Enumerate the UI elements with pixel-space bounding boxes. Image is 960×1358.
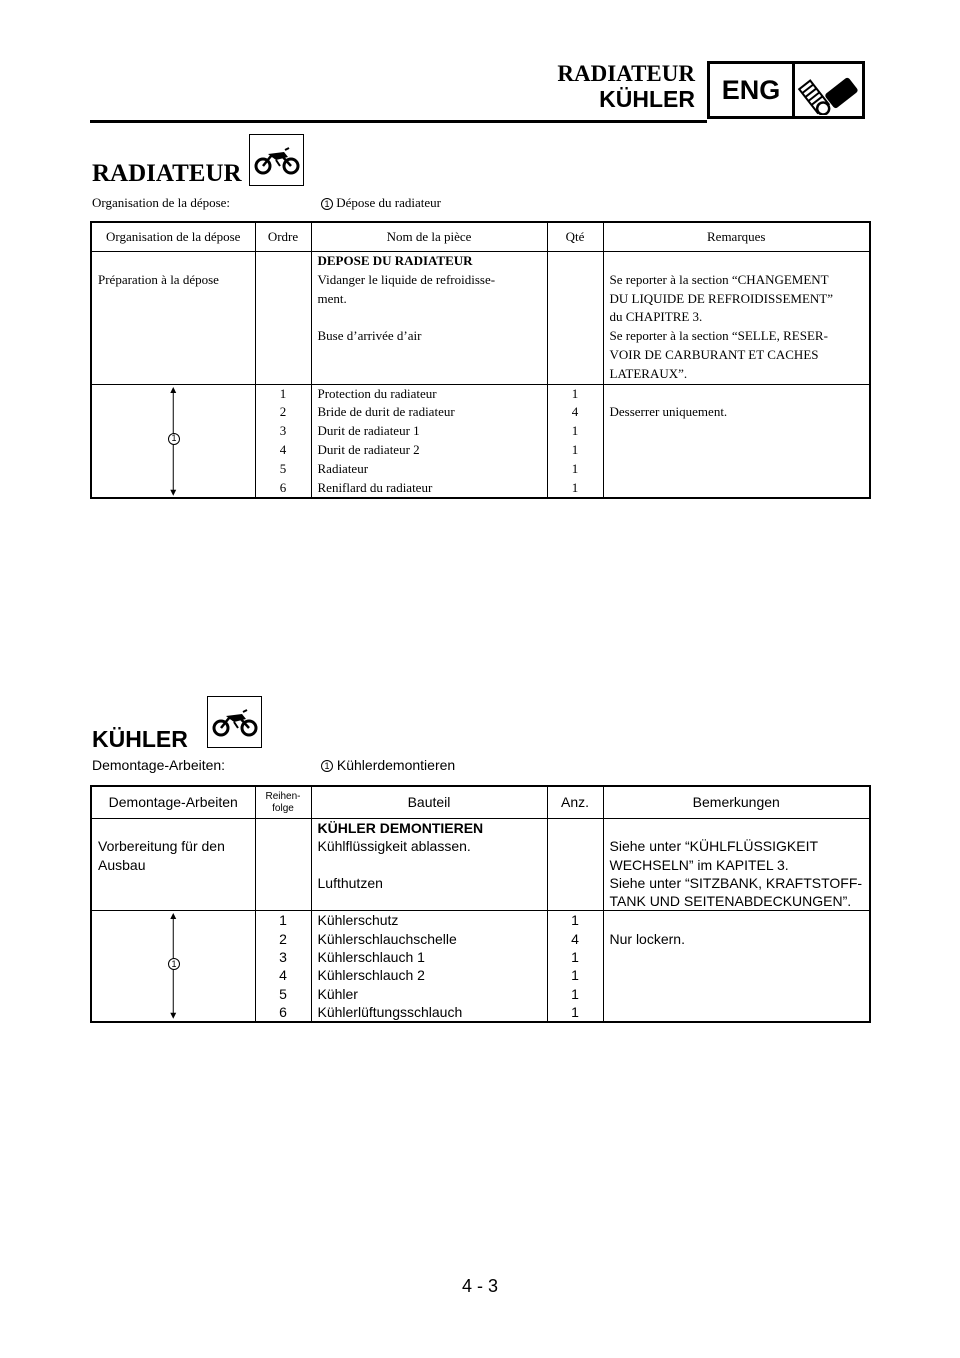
remark-line: DU LIQUIDE DE REFROIDISSEMENT”	[609, 290, 834, 306]
table-row	[91, 911, 870, 1022]
remark-line: Siehe unter “SITZBANK, KRAFTSTOFF-	[609, 874, 863, 891]
org-info-de	[321, 757, 455, 773]
remark-line: LATERAUX”.	[609, 365, 688, 381]
quantity: 1	[571, 949, 579, 966]
col-header: Nom de la pièce	[311, 222, 547, 252]
order-number: 1	[279, 912, 287, 929]
section-title-de: KÜHLER	[92, 726, 188, 752]
remark-line: VOIR DE CARBURANT ET CACHES	[609, 346, 819, 362]
remark-line: TANK UND SEITENABDECKUNGEN”.	[609, 893, 852, 910]
removal-sequence-arrow	[91, 911, 255, 1022]
org-text-de: Kühlerdemontieren	[336, 757, 456, 773]
col-header	[255, 786, 311, 819]
col-header: Qté	[547, 222, 603, 252]
marker-circle: 1	[168, 958, 180, 970]
table-fr	[90, 221, 871, 499]
prep-label: Préparation à la dépose	[98, 271, 219, 287]
quantity: 1	[571, 985, 579, 1002]
order-number: 2	[279, 930, 287, 947]
order-number: 6	[279, 479, 287, 495]
order-number: 3	[279, 949, 287, 966]
part-name: Radiateur	[317, 460, 369, 476]
order-number: 1	[279, 385, 287, 401]
part-name: Kühlerschutz	[317, 912, 399, 929]
marker-circle: 1	[168, 433, 180, 445]
prep-heading: KÜHLER DEMONTIEREN	[317, 820, 484, 836]
order-number: 6	[279, 1003, 287, 1020]
part-name: Kühlerschlauch 1	[317, 949, 425, 966]
engine-piston-icon	[795, 64, 862, 116]
quantity: 4	[571, 930, 579, 947]
part-name: Durit de radiateur 2	[317, 441, 420, 457]
col-header: Bemerkungen	[603, 786, 870, 819]
marker-circle: 1	[321, 198, 333, 210]
header-title-de: KÜHLER	[599, 86, 695, 112]
remark-line: Siehe unter “KÜHLFLÜSSIGKEIT	[609, 838, 819, 855]
prep-heading: DEPOSE DU RADIATEUR	[317, 253, 473, 268]
quantity: 1	[571, 441, 579, 457]
quantity: 1	[571, 967, 579, 984]
part-name: Kühlerschlauch 2	[317, 967, 425, 984]
table-header	[91, 222, 870, 252]
quantity: 1	[571, 912, 579, 929]
table-row	[91, 252, 870, 385]
prep-label-line: Ausbau	[98, 856, 146, 873]
col-header: Bauteil	[311, 786, 547, 819]
order-number: 4	[279, 441, 287, 457]
order-number: 5	[279, 985, 287, 1002]
quantity: 1	[571, 460, 579, 476]
table-row	[91, 819, 870, 911]
col-header: Demontage-Arbeiten	[91, 786, 255, 819]
order-number: 4	[279, 967, 287, 984]
part-name: Kühler	[317, 985, 358, 1002]
motorcycle-icon	[249, 134, 304, 186]
order-number: 3	[279, 423, 287, 439]
prep-item-line: Vidanger le liquide de refroidisse-	[317, 271, 496, 287]
removal-sequence-arrow	[91, 384, 255, 498]
order-number: 2	[279, 404, 287, 420]
prep-item: Lufthutzen	[317, 874, 383, 891]
remark-line: Se reporter à la section “SELLE, RESER-	[609, 328, 828, 344]
remark-line: Se reporter à la section “CHANGEMENT	[609, 271, 829, 287]
page-number: 4 - 3	[461, 1276, 499, 1296]
org-info-fr	[321, 195, 441, 211]
remark-line: WECHSELN” im KAPITEL 3.	[609, 856, 789, 873]
section-title-fr: RADIATEUR	[92, 160, 242, 187]
header-rule	[90, 120, 707, 123]
prep-item-line: ment.	[317, 290, 347, 306]
part-name: Kühlerschlauchschelle	[317, 930, 457, 947]
remark: Desserrer uniquement.	[609, 404, 728, 420]
motorcycle-icon	[207, 696, 262, 748]
org-label-de: Demontage-Arbeiten:	[92, 757, 226, 773]
table-header	[91, 786, 870, 819]
col-header: Anz.	[547, 786, 603, 819]
header-title-fr: RADIATEUR	[557, 61, 695, 86]
org-text-fr: Dépose du radiateur	[336, 195, 441, 210]
quantity: 4	[571, 404, 579, 420]
prep-label-line: Vorbereitung für den	[98, 838, 225, 855]
org-label-fr: Organisation de la dépose:	[92, 195, 231, 210]
prep-item: Kühlflüssigkeit ablassen.	[317, 838, 471, 855]
table-de	[90, 785, 871, 1023]
order-number: 5	[279, 460, 287, 476]
col-header: Ordre	[255, 222, 311, 252]
part-name: Bride de durit de radiateur	[317, 404, 455, 420]
col-header-line: folge	[272, 802, 294, 814]
remark-line: du CHAPITRE 3.	[609, 309, 703, 325]
part-name: Reniflard du radiateur	[317, 479, 433, 495]
remark: Nur lockern.	[609, 930, 685, 947]
part-name: Protection du radiateur	[317, 385, 437, 401]
part-name: Durit de radiateur 1	[317, 423, 420, 439]
prep-item: Buse d’arrivée d’air	[317, 328, 422, 344]
marker-circle: 1	[321, 760, 333, 772]
badge-label: ENG	[710, 64, 795, 116]
quantity: 1	[571, 423, 579, 439]
quantity: 1	[571, 1003, 579, 1020]
quantity: 1	[571, 479, 579, 495]
quantity: 1	[571, 385, 579, 401]
col-header: Organisation de la dépose	[91, 222, 255, 252]
col-header: Remarques	[603, 222, 870, 252]
section-badge	[707, 61, 865, 119]
col-header-line: Reihen-	[265, 790, 301, 802]
part-name: Kühlerlüftungsschlauch	[317, 1003, 463, 1020]
table-row	[91, 384, 870, 498]
